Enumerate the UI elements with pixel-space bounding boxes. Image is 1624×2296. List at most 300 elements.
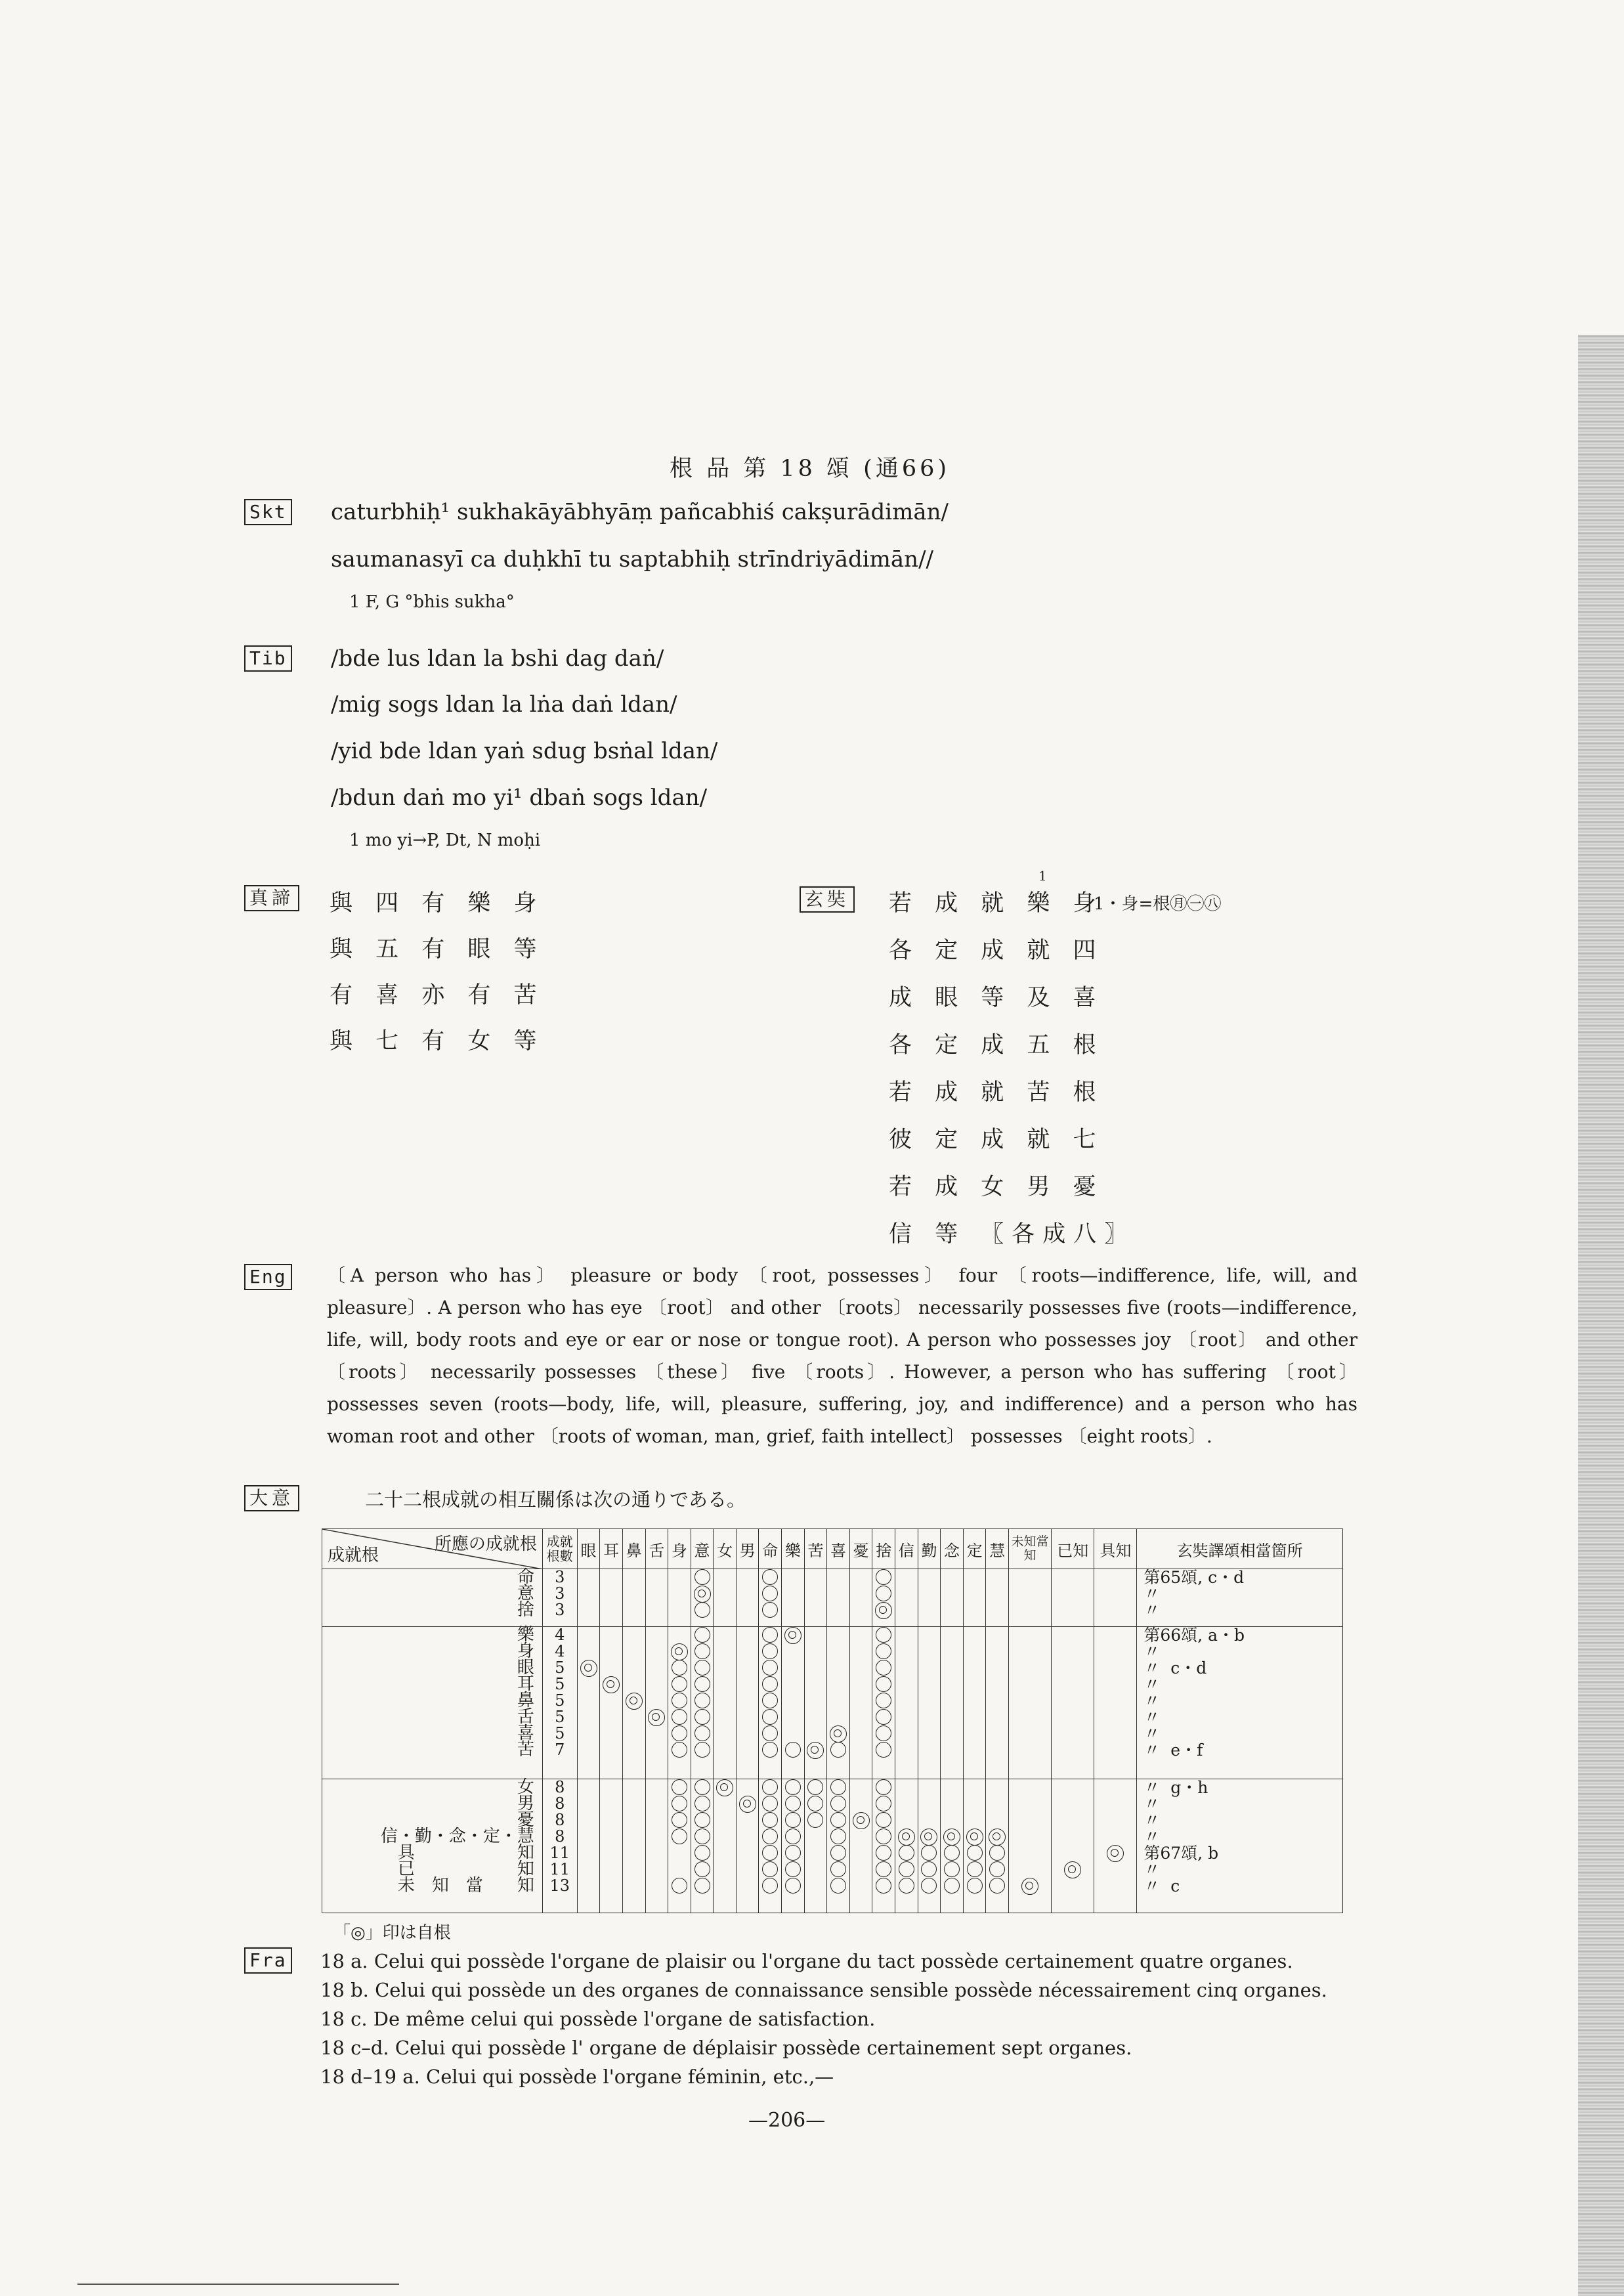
- empty-mark: [714, 1845, 736, 1861]
- row-count: 3: [555, 1568, 565, 1586]
- double-circle-mark-icon: [850, 1812, 872, 1829]
- empty-mark: [1052, 1569, 1094, 1586]
- circle-mark-icon: [668, 1676, 691, 1693]
- circle-mark-icon: [759, 1569, 781, 1586]
- empty-mark: [714, 1693, 736, 1709]
- xuanzang-line-6: 彼 定 成 就 七: [889, 1127, 1104, 1153]
- mark-column-cell: [986, 1569, 1009, 1627]
- circle-mark-icon: [691, 1676, 714, 1693]
- mark-column-cell: [668, 1779, 691, 1913]
- mark-column-cell: [600, 1569, 623, 1627]
- circle-mark-icon: [668, 1725, 691, 1742]
- empty-mark: [918, 1627, 941, 1643]
- row-count: 13: [549, 1876, 570, 1895]
- header-col-19: 未知當知: [1009, 1529, 1052, 1569]
- double-circle-mark-icon: [623, 1693, 645, 1709]
- empty-mark: [941, 1779, 963, 1796]
- circle-mark-icon: [827, 1812, 849, 1829]
- empty-mark: [941, 1725, 963, 1742]
- empty-mark: [578, 1569, 600, 1586]
- row-count: 8: [555, 1811, 565, 1830]
- row-label: 眼: [517, 1657, 534, 1678]
- circle-mark-icon: [872, 1660, 895, 1676]
- empty-mark: [600, 1627, 622, 1643]
- empty-mark: [578, 1796, 600, 1812]
- header-col-5: 意: [691, 1529, 714, 1569]
- empty-mark: [986, 1812, 1008, 1829]
- empty-mark: [1009, 1693, 1051, 1709]
- empty-mark: [1094, 1878, 1136, 1894]
- mark-column-cell: [782, 1626, 805, 1779]
- empty-mark: [895, 1725, 918, 1742]
- skt-line-2: saumanasyī ca duḥkhī tu saptabhiḥ strīndriyādimān//: [331, 546, 933, 573]
- mark-column-cell: [804, 1779, 827, 1913]
- double-circle-mark-icon: [827, 1725, 849, 1742]
- zhendi-line-3: 有 喜 亦 有 苦: [330, 982, 545, 1008]
- empty-mark: [737, 1878, 759, 1894]
- empty-mark: [850, 1829, 872, 1845]
- empty-mark: [600, 1660, 622, 1676]
- empty-mark: [1052, 1586, 1094, 1602]
- mark-column-cell: [759, 1779, 782, 1913]
- empty-mark: [1094, 1627, 1136, 1643]
- empty-mark: [714, 1602, 736, 1618]
- empty-mark: [1052, 1693, 1094, 1709]
- row-reference: 〃: [1143, 1794, 1161, 1814]
- empty-mark: [623, 1725, 645, 1742]
- empty-mark: [1094, 1693, 1136, 1709]
- circle-mark-icon: [941, 1878, 963, 1894]
- row-count: 8: [555, 1778, 565, 1797]
- empty-mark: [941, 1569, 963, 1586]
- empty-mark: [827, 1586, 849, 1602]
- table-header-row: [322, 1529, 1343, 1569]
- xuanzang-line-1: 若 成 就 樂 身: [889, 890, 1104, 917]
- empty-mark: [1094, 1725, 1136, 1742]
- row-label: 具 知: [397, 1843, 534, 1863]
- row-counts: [542, 1779, 577, 1913]
- empty-mark: [1094, 1779, 1136, 1796]
- mark-column-cell: [804, 1626, 827, 1779]
- circle-mark-icon: [668, 1796, 691, 1812]
- empty-mark: [600, 1742, 622, 1758]
- empty-mark: [986, 1742, 1008, 1758]
- empty-mark: [964, 1779, 986, 1796]
- section-heading: 根 品 第 18 頌 (通66): [670, 456, 951, 482]
- empty-mark: [714, 1829, 736, 1845]
- empty-mark: [578, 1845, 600, 1861]
- double-circle-mark-icon: [964, 1829, 986, 1845]
- skt-footnote: 1 F, G °bhis sukha°: [349, 592, 515, 612]
- mark-column-cell: [577, 1779, 600, 1913]
- empty-mark: [805, 1586, 827, 1602]
- skt-tag: Skt: [244, 499, 292, 525]
- circle-mark-icon: [872, 1861, 895, 1878]
- empty-mark: [714, 1676, 736, 1693]
- empty-mark: [1052, 1627, 1094, 1643]
- circle-mark-icon: [782, 1779, 804, 1796]
- empty-mark: [850, 1586, 872, 1602]
- double-circle-mark-icon: [941, 1829, 963, 1845]
- xuanzang-line-7: 若 成 女 男 憂: [889, 1174, 1104, 1200]
- header-col-0: 眼: [577, 1529, 600, 1569]
- empty-mark: [827, 1660, 849, 1676]
- fra-line-2: 18 b. Celui qui possède un des organes de connaissance sensible possède nécessairement cinq organes.: [320, 1979, 1327, 2001]
- mark-column-cell: [691, 1779, 714, 1913]
- empty-mark: [895, 1569, 918, 1586]
- mark-column-cell: [577, 1626, 600, 1779]
- empty-mark: [714, 1725, 736, 1742]
- row-count: 4: [555, 1641, 565, 1660]
- circle-mark-icon: [691, 1812, 714, 1829]
- row-count: 5: [555, 1723, 565, 1743]
- row-reference: 〃: [1143, 1584, 1161, 1603]
- empty-mark: [1094, 1742, 1136, 1758]
- circle-mark-icon: [986, 1878, 1008, 1894]
- row-reference: 〃: [1143, 1811, 1161, 1830]
- empty-mark: [827, 1693, 849, 1709]
- row-reference: 第67頌, b: [1143, 1844, 1219, 1863]
- header-col-8: 命: [759, 1529, 782, 1569]
- header-reference: 玄奘譯頌相當箇所: [1137, 1529, 1343, 1569]
- circle-mark-icon: [668, 1829, 691, 1845]
- empty-mark: [623, 1829, 645, 1845]
- double-circle-mark-icon: [1052, 1861, 1094, 1878]
- empty-mark: [1009, 1725, 1051, 1742]
- mark-column-cell: [645, 1569, 668, 1627]
- mark-column-cell: [849, 1626, 872, 1779]
- empty-mark: [737, 1660, 759, 1676]
- circle-mark-icon: [827, 1861, 849, 1878]
- empty-mark: [578, 1709, 600, 1725]
- empty-mark: [1009, 1861, 1051, 1878]
- header-col-3: 舌: [645, 1529, 668, 1569]
- header-corner-top: 所應の成就根: [434, 1534, 537, 1554]
- mark-column-cell: [600, 1626, 623, 1779]
- header-col-4: 身: [668, 1529, 691, 1569]
- empty-mark: [600, 1796, 622, 1812]
- empty-mark: [646, 1845, 668, 1861]
- empty-mark: [600, 1586, 622, 1602]
- empty-mark: [918, 1569, 941, 1586]
- circle-mark-icon: [895, 1845, 918, 1861]
- empty-mark: [1009, 1779, 1051, 1796]
- circle-mark-icon: [964, 1845, 986, 1861]
- circle-mark-icon: [872, 1796, 895, 1812]
- empty-mark: [578, 1812, 600, 1829]
- empty-mark: [623, 1779, 645, 1796]
- empty-mark: [1094, 1796, 1136, 1812]
- double-circle-mark-icon: [714, 1779, 736, 1796]
- header-col-21: 具知: [1094, 1529, 1137, 1569]
- header-col-9: 樂: [782, 1529, 805, 1569]
- empty-mark: [1009, 1569, 1051, 1586]
- mark-column-cell: [577, 1569, 600, 1627]
- empty-mark: [714, 1796, 736, 1812]
- empty-mark: [646, 1643, 668, 1660]
- circle-mark-icon: [668, 1693, 691, 1709]
- footer-rule: [77, 2284, 399, 2285]
- header-count: 成就根數: [542, 1529, 577, 1569]
- empty-mark: [714, 1660, 736, 1676]
- empty-mark: [1052, 1845, 1094, 1861]
- circle-mark-icon: [759, 1725, 781, 1742]
- row-label: 樂: [517, 1624, 534, 1645]
- empty-mark: [805, 1693, 827, 1709]
- empty-mark: [1094, 1660, 1136, 1676]
- taii-tag: 大意: [244, 1485, 299, 1511]
- empty-mark: [805, 1643, 827, 1660]
- circle-mark-icon: [872, 1693, 895, 1709]
- empty-mark: [782, 1676, 804, 1693]
- table-row-group: [322, 1569, 1343, 1627]
- empty-mark: [578, 1602, 600, 1618]
- header-col-12: 憂: [849, 1529, 872, 1569]
- double-circle-mark-icon: [578, 1660, 600, 1676]
- header-col-15: 勤: [918, 1529, 941, 1569]
- empty-mark: [782, 1660, 804, 1676]
- double-circle-mark-icon: [1094, 1845, 1136, 1861]
- mark-column-cell: [691, 1569, 714, 1627]
- table-legend: 「◎」印は自根: [333, 1923, 451, 1943]
- empty-mark: [1094, 1569, 1136, 1586]
- empty-mark: [737, 1676, 759, 1693]
- empty-mark: [668, 1845, 691, 1861]
- row-label: 女: [517, 1777, 534, 1798]
- double-circle-mark-icon: [691, 1586, 714, 1602]
- empty-mark: [623, 1709, 645, 1725]
- row-count: 3: [555, 1584, 565, 1603]
- circle-mark-icon: [964, 1878, 986, 1894]
- circle-mark-icon: [872, 1627, 895, 1643]
- empty-mark: [805, 1845, 827, 1861]
- empty-mark: [918, 1586, 941, 1602]
- empty-mark: [941, 1693, 963, 1709]
- mark-column-cell: [1009, 1779, 1052, 1913]
- empty-mark: [986, 1627, 1008, 1643]
- empty-mark: [850, 1878, 872, 1894]
- row-count: 5: [555, 1674, 565, 1693]
- row-count: 3: [555, 1601, 565, 1619]
- circle-mark-icon: [872, 1643, 895, 1660]
- empty-mark: [646, 1725, 668, 1742]
- mark-column-cell: [1094, 1626, 1137, 1779]
- empty-mark: [623, 1602, 645, 1618]
- empty-mark: [578, 1643, 600, 1660]
- circle-mark-icon: [691, 1796, 714, 1812]
- header-col-17: 定: [963, 1529, 986, 1569]
- header-corner-bottom: 成就根: [328, 1546, 379, 1565]
- zhendi-line-4: 與 七 有 女 等: [330, 1028, 545, 1054]
- empty-mark: [986, 1709, 1008, 1725]
- mark-column-cell: [1094, 1779, 1137, 1913]
- empty-mark: [600, 1693, 622, 1709]
- empty-mark: [986, 1586, 1008, 1602]
- empty-mark: [895, 1676, 918, 1693]
- empty-mark: [827, 1676, 849, 1693]
- circle-mark-icon: [895, 1878, 918, 1894]
- empty-mark: [895, 1627, 918, 1643]
- empty-mark: [805, 1725, 827, 1742]
- empty-mark: [1094, 1709, 1136, 1725]
- header-col-14: 信: [895, 1529, 918, 1569]
- empty-mark: [850, 1742, 872, 1758]
- empty-mark: [827, 1709, 849, 1725]
- xuanzang-tag: 玄奘: [800, 886, 855, 913]
- empty-mark: [850, 1676, 872, 1693]
- empty-mark: [646, 1742, 668, 1758]
- row-label: 未 知 當 知: [397, 1876, 534, 1896]
- empty-mark: [1052, 1812, 1094, 1829]
- empty-mark: [646, 1861, 668, 1878]
- circle-mark-icon: [872, 1845, 895, 1861]
- mark-column-cell: [759, 1569, 782, 1627]
- empty-mark: [578, 1829, 600, 1845]
- circle-mark-icon: [691, 1845, 714, 1861]
- empty-mark: [1094, 1812, 1136, 1829]
- row-reference: 〃 g・h: [1143, 1778, 1208, 1798]
- circle-mark-icon: [668, 1742, 691, 1758]
- mark-column-cell: [872, 1779, 895, 1913]
- empty-mark: [850, 1643, 872, 1660]
- row-reference: 〃: [1143, 1827, 1161, 1847]
- empty-mark: [850, 1861, 872, 1878]
- circle-mark-icon: [782, 1845, 804, 1861]
- xuanzang-line-8: 信 等 〖各成八〗: [889, 1221, 1136, 1247]
- mark-column-cell: [736, 1626, 759, 1779]
- row-labels: [322, 1779, 543, 1913]
- mark-column-cell: [827, 1626, 850, 1779]
- empty-mark: [941, 1796, 963, 1812]
- circle-mark-icon: [691, 1861, 714, 1878]
- xuanzang-line-3: 成 眼 等 及 喜: [889, 985, 1104, 1011]
- header-col-1: 耳: [600, 1529, 623, 1569]
- mark-column-cell: [963, 1779, 986, 1913]
- mark-column-cell: [918, 1569, 941, 1627]
- empty-mark: [600, 1861, 622, 1878]
- empty-mark: [918, 1643, 941, 1660]
- empty-mark: [941, 1709, 963, 1725]
- empty-mark: [941, 1676, 963, 1693]
- double-circle-mark-icon: [918, 1829, 941, 1845]
- zhendi-line-2: 與 五 有 眼 等: [330, 936, 545, 963]
- circle-mark-icon: [872, 1829, 895, 1845]
- empty-mark: [986, 1660, 1008, 1676]
- row-counts: [542, 1569, 577, 1627]
- scan-edge-shadow: [1578, 335, 1624, 2296]
- empty-mark: [623, 1742, 645, 1758]
- mark-column-cell: [941, 1779, 964, 1913]
- circle-mark-icon: [782, 1878, 804, 1894]
- circle-mark-icon: [827, 1829, 849, 1845]
- empty-mark: [600, 1779, 622, 1796]
- empty-mark: [646, 1779, 668, 1796]
- empty-mark: [623, 1643, 645, 1660]
- empty-mark: [1009, 1586, 1051, 1602]
- circle-mark-icon: [759, 1643, 781, 1660]
- empty-mark: [782, 1643, 804, 1660]
- empty-mark: [737, 1627, 759, 1643]
- circle-mark-icon: [759, 1779, 781, 1796]
- circle-mark-icon: [872, 1569, 895, 1586]
- circle-mark-icon: [668, 1660, 691, 1676]
- circle-mark-icon: [691, 1602, 714, 1618]
- row-reference: 〃: [1143, 1674, 1161, 1694]
- empty-mark: [805, 1569, 827, 1586]
- tib-line-4: /bdun daṅ mo yi¹ dbaṅ sogs ldan/: [331, 785, 708, 811]
- mark-column-cell: [782, 1779, 805, 1913]
- circle-mark-icon: [941, 1845, 963, 1861]
- empty-mark: [646, 1796, 668, 1812]
- empty-mark: [623, 1627, 645, 1643]
- empty-mark: [895, 1742, 918, 1758]
- mark-column-cell: [736, 1779, 759, 1913]
- mark-column-cell: [1094, 1569, 1137, 1627]
- circle-mark-icon: [986, 1861, 1008, 1878]
- row-counts: [542, 1626, 577, 1779]
- row-label: 身: [517, 1641, 534, 1661]
- row-count: 8: [555, 1827, 565, 1846]
- tib-footnote: 1 mo yi→P, Dt, N moḥi: [349, 831, 541, 850]
- row-label: 苦: [517, 1739, 534, 1760]
- header-col-10: 苦: [804, 1529, 827, 1569]
- empty-mark: [918, 1709, 941, 1725]
- empty-mark: [941, 1742, 963, 1758]
- empty-mark: [850, 1796, 872, 1812]
- row-reference: 〃: [1143, 1641, 1161, 1661]
- xuanzang-sup: 1: [1038, 868, 1047, 884]
- empty-mark: [737, 1742, 759, 1758]
- empty-mark: [578, 1586, 600, 1602]
- mark-column-cell: [622, 1779, 645, 1913]
- empty-mark: [964, 1742, 986, 1758]
- empty-mark: [918, 1742, 941, 1758]
- empty-mark: [850, 1602, 872, 1618]
- empty-mark: [918, 1693, 941, 1709]
- empty-mark: [986, 1779, 1008, 1796]
- empty-mark: [964, 1569, 986, 1586]
- tib-line-2: /mig sogs ldan la lṅa daṅ ldan/: [331, 691, 677, 718]
- row-reference: 〃 e・f: [1143, 1740, 1203, 1760]
- circle-mark-icon: [691, 1709, 714, 1725]
- circle-mark-icon: [827, 1878, 849, 1894]
- xuanzang-line-4: 各 定 成 五 根: [889, 1032, 1104, 1058]
- row-label: 意: [517, 1584, 534, 1603]
- circle-mark-icon: [668, 1709, 691, 1725]
- empty-mark: [737, 1586, 759, 1602]
- circle-mark-icon: [668, 1812, 691, 1829]
- mark-column-cell: [849, 1569, 872, 1627]
- mark-column-cell: [849, 1779, 872, 1913]
- empty-mark: [1094, 1829, 1136, 1845]
- tib-tag: Tib: [244, 645, 292, 672]
- empty-mark: [737, 1845, 759, 1861]
- empty-mark: [578, 1725, 600, 1742]
- empty-mark: [600, 1643, 622, 1660]
- row-label: 捨: [517, 1600, 534, 1620]
- circle-mark-icon: [759, 1602, 781, 1618]
- circle-mark-icon: [691, 1829, 714, 1845]
- empty-mark: [737, 1829, 759, 1845]
- empty-mark: [1094, 1586, 1136, 1602]
- skt-line-1: caturbhiḥ¹ sukhakāyābhyāṃ pañcabhiś cakṣurādimān/: [331, 499, 949, 525]
- mark-column-cell: [668, 1626, 691, 1779]
- tib-line-3: /yid bde ldan yaṅ sdug bsṅal ldan/: [331, 738, 718, 764]
- empty-mark: [941, 1627, 963, 1643]
- roots-table: [322, 1528, 1343, 1913]
- empty-mark: [986, 1693, 1008, 1709]
- double-circle-mark-icon: [872, 1602, 895, 1618]
